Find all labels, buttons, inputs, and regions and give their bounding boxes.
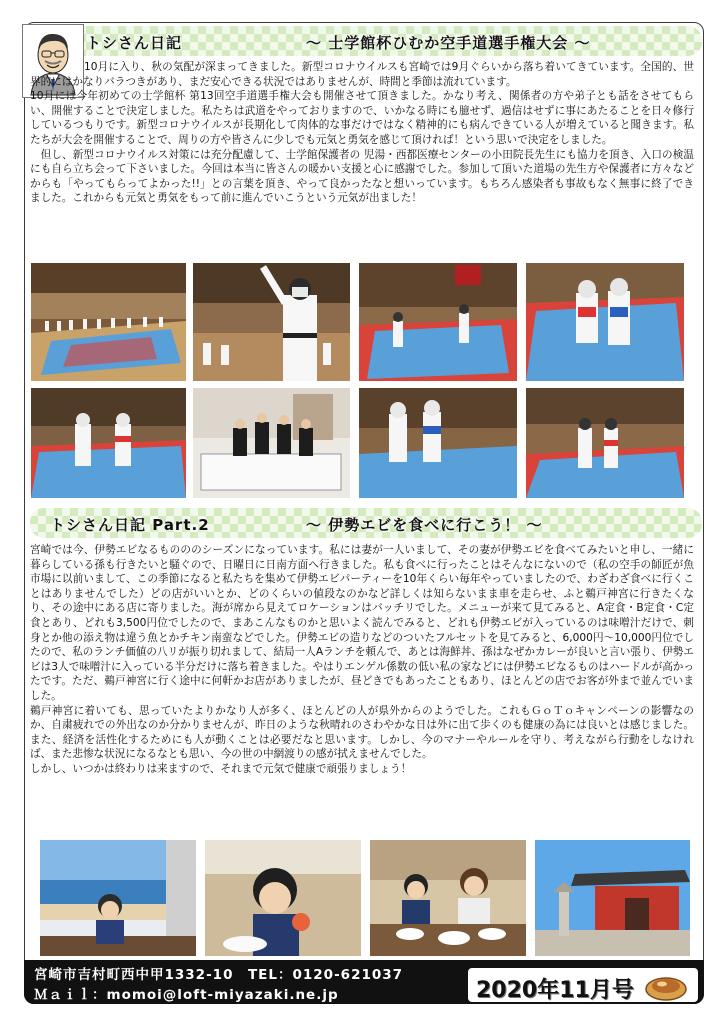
- issue-label: 2020年11月号: [476, 978, 634, 1003]
- section1-article: [30, 60, 694, 206]
- footer-tel: TEL：0120-621037: [247, 967, 404, 983]
- section2-paragraph: 鵜戸神宮に着いても、思っていたよりかなり人が多く、ほとんどの人が県外からのようでした。これもＧｏＴｏキャンペーンの影響なのか、自粛疲れでの外出なのか分かりませんが、昨日のような秋晴れのさわやかな日は外に出て歩くのも健康の為には良いとは感じました。また、経済を活性化するためにも人が動くことは必要だなと思います。しかし、今のマナーやルールを守り、考えながら行動をしなければ、また悲惨な状況になるなとも思い、今の世の中網渡りの感が拭えませんでした。: [30, 704, 694, 761]
- trip-photo-family-lunch: [370, 840, 526, 956]
- karate-photo-kumite-4: [359, 388, 517, 498]
- section2-article: [30, 543, 694, 777]
- issue-badge: [466, 966, 700, 1004]
- trip-photo-child-eating-shrimp: [205, 840, 361, 956]
- karate-photo-kumite-2: [526, 263, 684, 381]
- karate-photo-kumite-5: [526, 388, 684, 498]
- section1-paragraph: 10月に入り、秋の気配が深まってきました。新型コロナウイルスも宮崎では9月ぐらいから落ち着いてきています。全国的、世界的にはかなりバラつきがあり、まだ安心できる状況ではありませんが、時間と季節は流れています。: [30, 61, 694, 88]
- section2-paragraph: しかし、いつかは終わりは来ますので、それまで元気で健康で頑張りましょう！: [30, 762, 412, 775]
- section2-paragraph: 宮崎では今、伊勢エビなるものののシーズンになっています。私には妻が一人いまして、その妻が伊勢エビを食べてみたいと申し、一緒に暮らしている孫も行きたいと騒ぐので、日曜日に日南方面へ行きました。私も食べに行ったことはそんなにないので（私の空手の師匠が魚市場に以前いまして、この季節になると私たちを集めて伊勢エビパーティーを10年くらい毎年やっていましたので、わざわざ食べに行くことはありませんでした）どの店がいいとか、どのくらいの値段なのかなど詳しくは知らないまま車を走らせ、ふと鵜戸神宮に行きたくなり、その途中にある店に寄りました。海が席から見えてロケーションはバッチリでした。メニューが来て見てみると、A定食・B定食・C定食とあり、どれも3,500円位でしたので、まあこんなものかと思いよく読んでみると、どれも伊勢エビが入っているのは味噌汁だけで、刺身とか他の添え物は違う魚とかチキン南蛮などでした。伊勢エビの造りなどのついたフルセットを見てみると、6,000円〜10,000円位でしたので、私のランチ価値の八リが振り切れまして、結局一人Aランチを頼んで、あとは海鮮丼、孫はなぜかカレーが良いと言い張り、伊勢エビは3人で味噌汁に入っている半分だけに落ち着きました。やはりエンゲル係数の低い私の家などには伊勢エビなるものはハードルが高かったです。ただ、鵜戸神宮に行く途中に何軒かお店がありましたが、昼どきでもあったこともあり、ほとんどの店でお客が外まで並んでいました。: [30, 544, 694, 702]
- section2-title: 〜 伊勢エビを食べに行こう！ 〜: [306, 516, 543, 534]
- section1-paragraph: 10月には今年初めての士学館杯 第13回空手道選手権大会も開催させて頂きました。かなり考え、関係者の方や弟子とも話をさせてもらい、開催することで決定しました。私たちは武道をやっておりますので、いかなる時にも臆せず、過信はせずに事にあたることを日々修行しているつもりです。新型コロナウイルスが長期化して肉体的な事だけではなく精神的にも病んできている人が増えていると聞きます。私たちが大会を開催することで、周りの方や皆さんに少しでも元気と勇気を感じて頂ければ！という思いで決定をしました。: [30, 90, 694, 146]
- karate-photo-kumite-3: [31, 388, 186, 498]
- section2-header-bar: [30, 508, 702, 538]
- footer-mail: Ｍａｉｌ：momoi@loft-miyazaki.ne.jp: [34, 987, 339, 1003]
- pie-dessert-icon: [644, 972, 688, 1002]
- section1-header-bar: [30, 26, 702, 56]
- karate-photo-kumite-1: [359, 263, 517, 381]
- trip-photo-child-window-sea: [40, 840, 196, 956]
- trip-photo-udo-shrine-gate: [535, 840, 690, 956]
- karate-photo-instructor: [193, 263, 350, 381]
- karate-photo-officials: [193, 388, 350, 498]
- section1-paragraph: 但し、新型コロナウイルス対策には充分配慮して、士学館保護者の 児湯・西都医療センターの小田院長先生にも協力を頂き、入口の検温にも自ら立ち会って下さいました。今回は本当に皆さんの暖かい支援と心に感謝でした。参加して頂いた道場の先生方や保護者に方々などからも「やってもらってよかった!!」との言葉を頂き、やって良かったなと想いっています。もちろん感染者も事故もなく無事に終了できました。これからも元気と勇気をもって前に進んでいこうという元気が出ました！: [30, 148, 694, 205]
- karate-photo-gym-overview: [31, 263, 186, 381]
- section1-title: 〜 士学館杯ひむか空手道選手権大会 〜: [306, 34, 591, 52]
- section2-author-label: トシさん日記 Part.2: [50, 516, 210, 534]
- section1-author-label: トシさん日記: [86, 34, 183, 52]
- footer-address: 宮崎市吉村町西中甲1332-10 TEL：0120-621037: [34, 967, 404, 983]
